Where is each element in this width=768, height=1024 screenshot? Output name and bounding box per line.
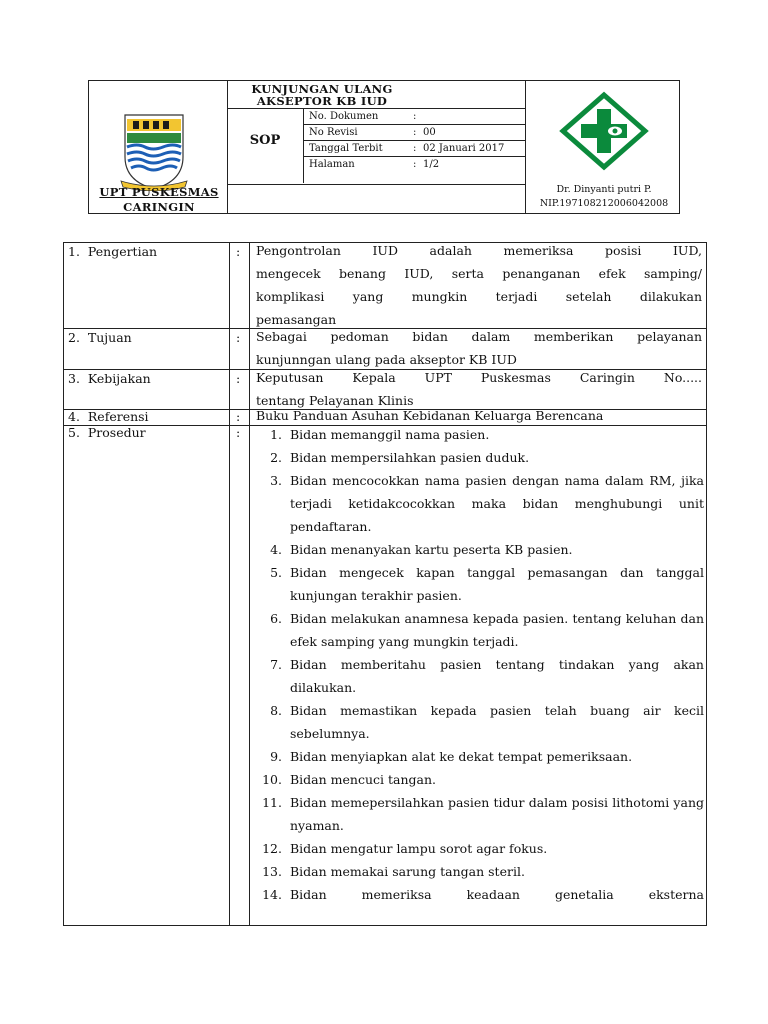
row-colon: : [236, 409, 241, 424]
meta-value-issue-date: 02 Januari 2017 [423, 143, 505, 154]
row-label-kebijakan: 3. Kebijakan [68, 371, 151, 386]
row-colon: : [236, 244, 241, 259]
procedure-step: 9. Bidan menyiapkan alat ke dekat tempat pemeriksaan. [270, 749, 633, 764]
signer-nip: NIP.197108212006042008 [539, 198, 669, 209]
procedure-step: 14. Bidan memeriksa keadaan genetalia eksterna [262, 887, 704, 902]
sop-title: KUNJUNGAN ULANG AKSEPTOR KB IUD [251, 82, 393, 108]
row-text-tujuan-1: Sebagai pedoman bidan dalam memberikan pelayanan [256, 329, 702, 344]
procedure-step: 13. Bidan memakai sarung tangan steril. [262, 864, 525, 879]
procedure-step: 3. Bidan mencocokkan nama pasien dengan nama dalam RM, jika terjadi ketidakcocokkan maka bidan menghubungi unit pendaftaran. [270, 473, 704, 534]
row-text-tujuan-2: kunjunngan ulang pada akseptor KB IUD [256, 352, 517, 367]
meta-colon: : [413, 143, 417, 154]
meta-value-revision: 00 [423, 127, 436, 138]
meta-colon: : [413, 159, 417, 170]
row-text-pengertian-3: komplikasi yang mungkin terjadi setelah dilakukan [256, 289, 702, 304]
row-text-pengertian-1: Pengontrolan IUD adalah memeriksa posisi IUD, [256, 243, 702, 258]
organization-line-2: CARINGIN [123, 200, 195, 214]
meta-label-revision: No Revisi [309, 127, 358, 138]
row-text-pengertian-4: pemasangan [256, 312, 337, 327]
row-colon: : [236, 371, 241, 386]
row-label-prosedur: 5. Prosedur [68, 425, 146, 440]
procedure-step: 5. Bidan mengecek kapan tanggal pemasangan dan tanggal kunjungan terakhir pasien. [270, 565, 704, 603]
row-text-kebijakan-1: Keputusan Kepala UPT Puskesmas Caringin No..... [256, 370, 702, 385]
organization-line-1: UPT PUSKESMAS [99, 185, 219, 199]
sop-label: SOP [249, 133, 281, 148]
puskesmas-logo-icon [559, 91, 649, 171]
procedure-step: 11. Bidan memepersilahkan pasien tidur dalam posisi lithotomi yang nyaman. [262, 795, 704, 833]
meta-label-doc-no: No. Dokumen [309, 111, 379, 122]
organization-name [89, 185, 229, 215]
row-label-referensi: 4. Referensi [68, 409, 149, 424]
row-text-referensi-1: Buku Panduan Asuhan Kebidanan Keluarga Berencana [256, 408, 604, 423]
procedure-step: 7. Bidan memberitahu pasien tentang tindakan yang akan dilakukan. [270, 657, 704, 695]
meta-colon: : [413, 127, 417, 138]
meta-colon: : [413, 111, 417, 122]
sop-header [88, 80, 680, 214]
procedure-step: 6. Bidan melakukan anamnesa kepada pasien. tentang keluhan dan efek samping yang mungkin terjadi. [270, 611, 704, 649]
procedure-step: 12. Bidan mengatur lampu sorot agar fokus. [262, 841, 548, 856]
procedure-step: 4. Bidan menanyakan kartu peserta KB pasien. [270, 542, 573, 557]
meta-value-page: 1/2 [423, 159, 440, 170]
row-label-tujuan: 2. Tujuan [68, 330, 132, 345]
procedure-step: 8. Bidan memastikan kepada pasien telah buang air kecil sebelumnya. [270, 703, 704, 741]
procedure-step: 2. Bidan mempersilahkan pasien duduk. [270, 450, 530, 465]
meta-label-issue-date: Tanggal Terbit [309, 143, 383, 154]
regional-emblem-icon [119, 111, 189, 191]
procedure-step: 10. Bidan mencuci tangan. [262, 772, 436, 787]
sop-content-table [63, 242, 707, 926]
signer-name: Dr. Dinyanti putri P. [556, 184, 652, 195]
row-label-pengertian: 1. Pengertian [68, 244, 158, 259]
row-colon: : [236, 330, 241, 345]
row-colon: : [236, 425, 241, 440]
row-text-pengertian-2: mengecek benang IUD, serta penanganan efek samping/ [256, 266, 702, 281]
procedure-steps [254, 423, 704, 906]
signature-block [527, 183, 681, 211]
meta-label-page: Halaman [309, 159, 355, 170]
procedure-step: 1. Bidan memanggil nama pasien. [270, 427, 490, 442]
row-text-kebijakan-2: tentang Pelayanan Klinis [256, 393, 414, 408]
